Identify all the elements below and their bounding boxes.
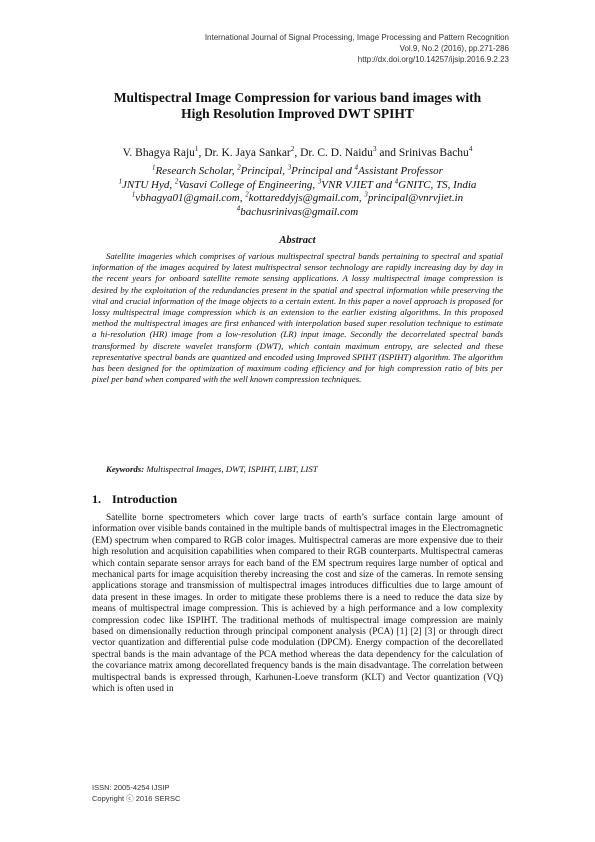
abstract-text: Satellite imageries which comprises of various multispectral spectral bands pertaining to spectral and spatial information of the images acquired by latest multispectral sensor technology are rapidly increasing day by day in the recent years for onboard satellite remote sensing applications. A lossy multispectral image compression is desired by the exploitation of the redundancies present in the spatial and spectral information while preserving the vital and crucial information of the image objects to a certain extent. In this paper a novel approach is proposed for lossy multispectral image compression which is an extension to the earlier existing algorithms. In this proposed method the multispectral images are first enhanced with interpolation based super resolution technique to estimate a hi-resolution (HR) image from a low-resolution (LR) input image. Secondly the decorrelated spectral bands transformed by discrete wavelet transform (DWT), which contain maximum entropy, are selected and these representative spectral bands are quantized and encoded using Improved SPIHT (ISPIHT) algorithm. The algorithm has been designed for the optimization of maximum coding efficiency and for high compression ratio of bits per pixel per band when compared with the well known compression techniques. [92,251,503,385]
keywords [106,464,506,474]
aff-sup: 1 [152,164,156,172]
section-number: 1. [92,492,101,506]
aff-sup: 1 [118,177,122,185]
affiliation-roles [60,165,535,179]
affiliations [60,165,535,219]
author-sep: , [198,147,205,159]
aff-sup: 4 [394,177,399,185]
footer-copyright: Copyright ⓒ 2016 SERSC [92,793,181,803]
journal-header [205,32,509,65]
email-link[interactable]: principal@vnrvjiet.in [367,192,464,204]
author-name: Srinivas Bachu [398,147,469,159]
section-title: Introduction [112,492,178,506]
author-sep: , [294,147,301,159]
keywords-text: Multispectral Images, DWT, ISPIHT, LIBT, LIST [146,464,318,474]
section-body: Satellite borne spectrometers which cover large tracts of earth’s surface contain large amount of information over visible bands contained in the multiple bands of multispectral images in the Electromagnetic (EM) spectrum when compared to RGB color images. Multispectral cameras are more expensive due to their high resolution and acquisition capabilities when compared to their RGB counterparts. Multispectral cameras which contain separate sensor arrays for each band of the EM spectrum requires large number of optical and mechanical parts for image acquisition thereby increasing the cost and size of the cameras. In remote sensing applications storage and transmission of multispectral images introduces difficulties due to large amount of data present in these images. In order to mitigate these problems there is a need to reduce the data size by means of multispectral image compression. This is achieved by a high performance and a low complexity compression codec like ISPIHT. The traditional methods of multispectral image compression are mainly based on dimensionally reduction through principal component analysis (PCA) [1] [2] [3] or through direct vector quantization and differential pulse code modulation (DPCM). Energy compaction of the decorellated spectral bands is the main advantage of the PCA method whereas the data dependency for the calculation of the covariance matrix among decorellated frequency bands is the main disadvantage. The correlation between multispectral bands is expressed through, Karhunen-Loeve transform (KLT) and Vector quantization (VQ) which is often used in [92,513,503,695]
paper-title [60,90,535,122]
aff-role: Assistant Professor [358,165,443,177]
aff-sup: 2 [245,191,249,199]
aff-sup: 1 [131,191,136,199]
page-footer [92,783,180,804]
aff-institute: GNITC, TS, India [398,178,477,191]
aff-sup: 2 [237,164,241,172]
aff-sup: 3 [364,191,368,199]
aff-sup: 4 [236,204,241,212]
aff-sup: 2 [174,177,179,185]
aff-role: Research Scholar, [155,165,238,177]
affiliation-emails [60,192,535,206]
author-sup: 2 [290,145,295,154]
affiliation-email-4 [60,206,535,220]
author-name: V. Bhagya Raju [122,147,195,159]
title-line-1: Multispectral Image Compression for various band images with [113,90,482,105]
author-name: Dr. C. D. Naidu [300,147,373,159]
section-heading [92,492,177,507]
author-name: Dr. K. Jaya Sankar [204,147,291,159]
aff-sup: 4 [354,164,359,172]
keywords-label: Keywords: [106,464,145,474]
author-sup: 1 [194,145,199,154]
aff-sup: 3 [287,164,292,172]
abstract-heading: Abstract [279,235,316,246]
footer-issn: ISSN: 2005-4254 IJSIP [92,783,170,792]
author-sep: and [376,147,399,159]
affiliation-institutes [60,179,535,193]
author-sup: 4 [468,145,473,154]
aff-sup: 3 [317,177,322,185]
email-link[interactable]: kottareddyjs@gmail.com, [248,192,365,204]
aff-institute: JNTU Hyd, [122,178,175,191]
aff-institute: Vasavi College of Engineering, [178,178,318,191]
journal-doi[interactable]: http://dx.doi.org/10.14257/ijsip.2016.9.2.23 [357,55,509,64]
author-list [60,146,535,160]
aff-institute: VNR VJIET and [321,178,395,191]
journal-volume: Vol.9, No.2 (2016), pp.271-286 [399,44,509,53]
journal-name: International Journal of Signal Processing, Image Processing and Pattern Recognition [204,33,509,42]
email-link[interactable]: vbhagya01@gmail.com, [135,192,246,204]
title-line-2: High Resolution Improved DWT SPIHT [181,106,414,121]
email-link[interactable]: bachusrinivas@gmail.com [240,205,359,218]
aff-role: Principal, [240,165,288,177]
author-sup: 3 [372,145,377,154]
aff-role: Principal and [291,165,355,177]
